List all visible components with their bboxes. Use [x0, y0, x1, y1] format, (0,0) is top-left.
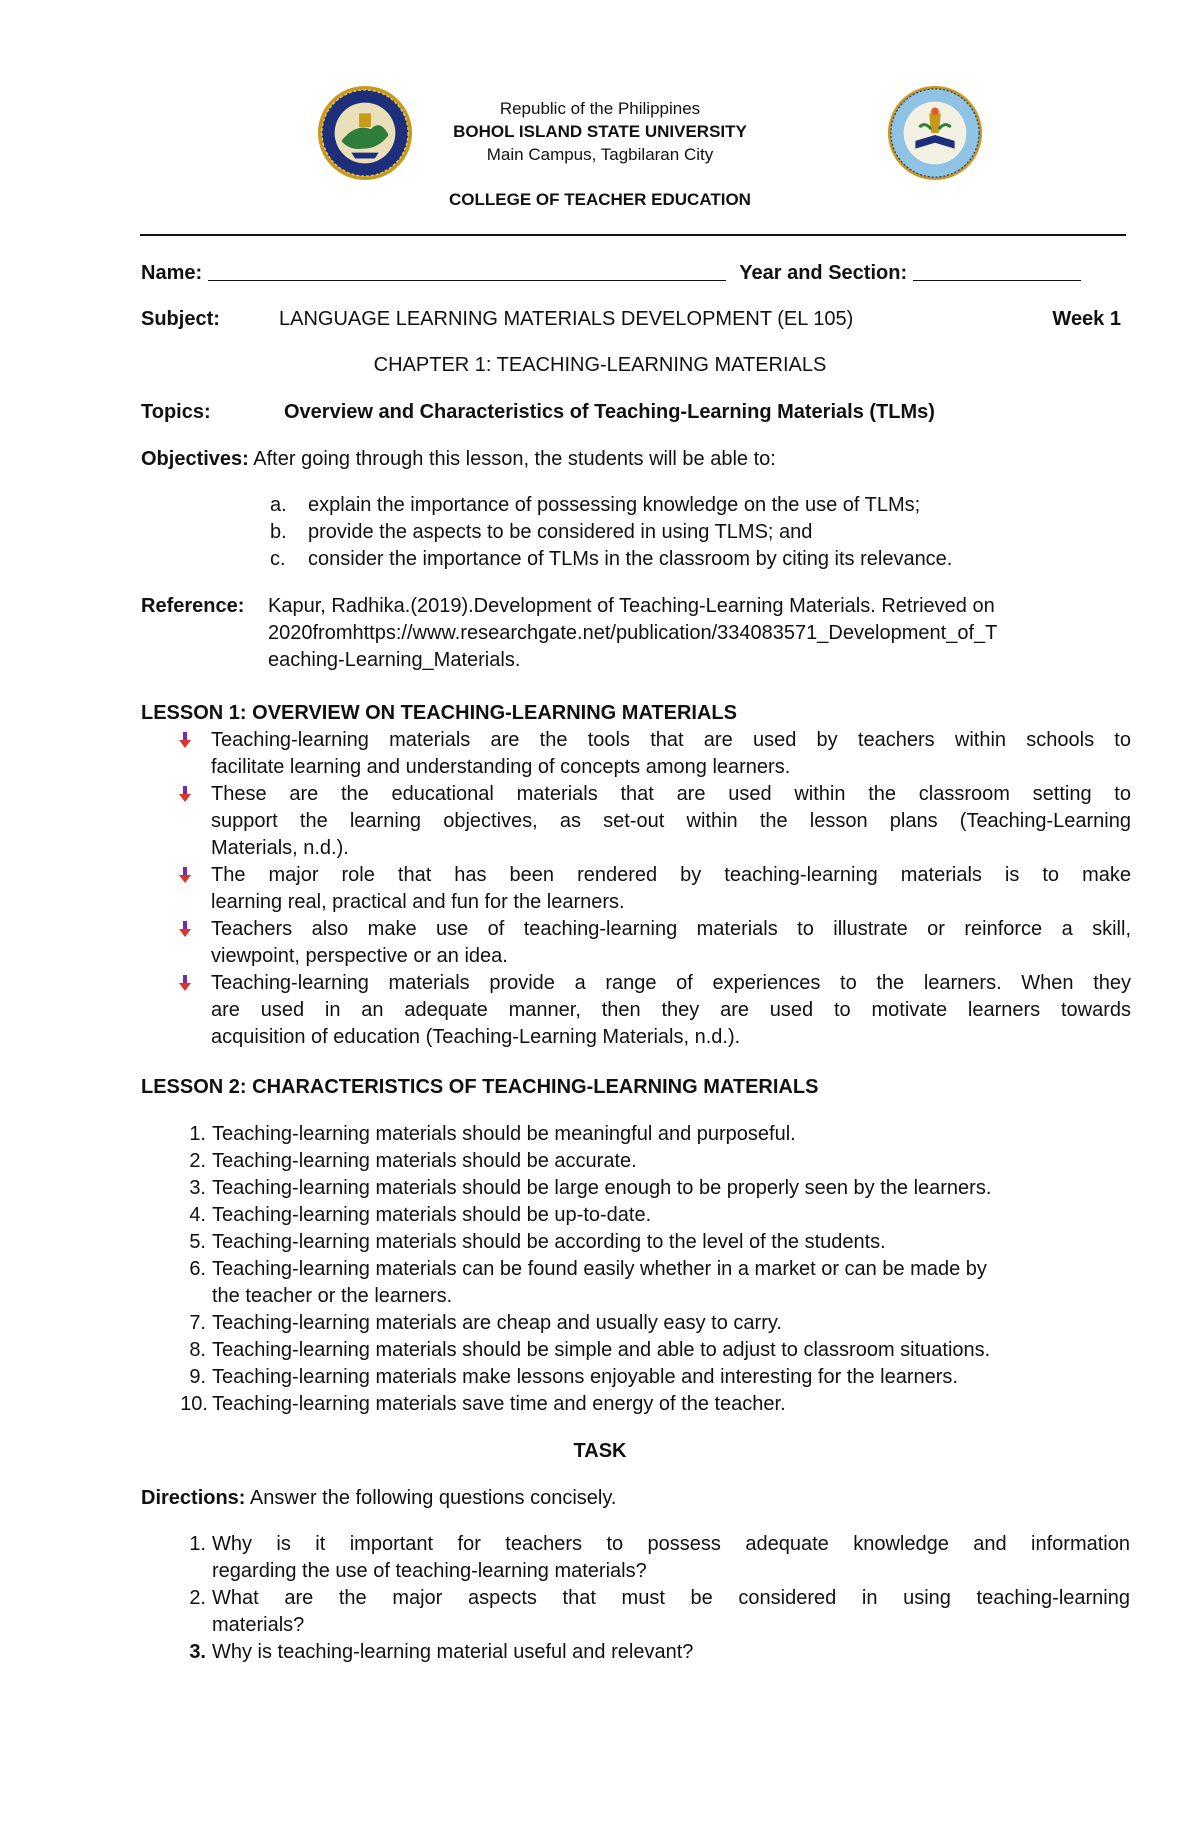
objective-marker: a.: [270, 494, 287, 516]
item-text: Teaching-learning materials should be according to the level of the students.: [212, 1231, 886, 1253]
item-text: the teacher or the learners.: [212, 1285, 453, 1307]
bullet-line: Materials, n.d.).: [211, 837, 349, 859]
topics-label: Topics:: [141, 401, 211, 423]
subject-label: Subject:: [141, 308, 220, 330]
reference-body: [268, 593, 1130, 674]
bullet-line: Teaching-learning materials are the tools that are used by teachers within schools to: [211, 729, 1131, 751]
objective-marker: c.: [270, 548, 286, 570]
item-text: Teaching-learning materials make lessons enjoyable and interesting for the learners.: [212, 1366, 958, 1388]
objective-item: [270, 519, 1130, 546]
topics-value: Overview and Characteristics of Teaching-Learning Materials (TLMs): [284, 401, 935, 423]
item-number: 8.: [189, 1339, 206, 1361]
directions-row: [141, 1485, 1126, 1512]
objectives-intro: After going through this lesson, the students will be able to:: [253, 448, 776, 470]
objective-item: [270, 546, 1130, 573]
item-text: Teaching-learning materials are cheap and usually easy to carry.: [212, 1312, 782, 1334]
lesson2-title: LESSON 2: CHARACTERISTICS OF TEACHING-LEARNING MATERIALS: [141, 1076, 819, 1098]
name-label: Name:: [141, 262, 203, 284]
item-text: Teaching-learning materials should be large enough to be properly seen by the learners.: [212, 1177, 992, 1199]
header-divider: [140, 234, 1126, 236]
reference-line: 2020fromhttps://www.researchgate.net/publication/334083571_Development_of_T: [268, 622, 998, 644]
bullet-line: Teachers also make use of teaching-learning materials to illustrate or reinforce a skill,: [211, 918, 1131, 940]
item-number: 5.: [189, 1231, 206, 1253]
item-number: 9.: [189, 1366, 206, 1388]
question-text: regarding the use of teaching-learning materials?: [212, 1560, 647, 1582]
bullet-line: learning real, practical and fun for the learners.: [211, 891, 625, 913]
objective-item: [270, 492, 1130, 519]
question-text: Why is teaching-learning material useful and relevant?: [212, 1641, 694, 1663]
item-text: Teaching-learning materials should be simple and able to adjust to classroom situations.: [212, 1339, 991, 1361]
arrow-bullet-icon: [178, 974, 192, 992]
bullet-line: These are the educational materials that are used within the classroom setting to: [211, 783, 1131, 805]
question-text: What are the major aspects that must be considered in using teaching-learning: [212, 1587, 1130, 1609]
item-number: 2.: [189, 1150, 206, 1172]
bullet-line: are used in an adequate manner, then they are used to motivate learners towards: [211, 999, 1131, 1021]
arrow-bullet-icon: [178, 866, 192, 884]
item-text: Teaching-learning materials save time and energy of the teacher.: [212, 1393, 786, 1415]
objective-text: explain the importance of possessing knowledge on the use of TLMs;: [308, 494, 921, 516]
lesson1-title: LESSON 1: OVERVIEW ON TEACHING-LEARNING MATERIALS: [141, 702, 737, 724]
bullet-line: acquisition of education (Teaching-Learning Materials, n.d.).: [211, 1026, 741, 1048]
objectives-row: [141, 446, 1126, 473]
arrow-bullet-icon: [178, 920, 192, 938]
header-republic: Republic of the Philippines: [499, 99, 701, 118]
item-number: 4.: [189, 1204, 206, 1226]
chapter-title: CHAPTER 1: TEACHING-LEARNING MATERIALS: [373, 354, 827, 376]
year-section-label: Year and Section:: [739, 262, 908, 284]
item-number: 6.: [189, 1258, 206, 1280]
reference-label: Reference:: [141, 595, 245, 617]
objectives-label: Objectives:: [141, 448, 249, 470]
item-number: 3.: [189, 1177, 206, 1199]
reference-line: Kapur, Radhika.(2019).Development of Teaching-Learning Materials. Retrieved on: [268, 595, 995, 617]
question-number: 1.: [189, 1533, 206, 1555]
week-label: Week 1: [1052, 308, 1121, 330]
item-text: Teaching-learning materials should be meaningful and purposeful.: [212, 1123, 796, 1145]
header-university: BOHOL ISLAND STATE UNIVERSITY: [453, 122, 747, 141]
item-number: 1.: [189, 1123, 206, 1145]
question-number: 2.: [189, 1587, 206, 1609]
name-field[interactable]: [208, 262, 726, 281]
header-campus: Main Campus, Tagbilaran City: [486, 145, 714, 164]
bullet-line: facilitate learning and understanding of concepts among learners.: [211, 756, 791, 778]
objective-text: consider the importance of TLMs in the classroom by citing its relevance.: [308, 548, 953, 570]
item-number: 7.: [189, 1312, 206, 1334]
arrow-bullet-icon: [178, 785, 192, 803]
question-number: 3.: [189, 1641, 206, 1663]
question-text: materials?: [212, 1614, 305, 1636]
arrow-bullet-icon: [178, 731, 192, 749]
objective-text: provide the aspects to be considered in using TLMS; and: [308, 521, 813, 543]
item-text: Teaching-learning materials should be up-to-date.: [212, 1204, 652, 1226]
item-number: 10.: [180, 1393, 208, 1415]
question-text: Why is it important for teachers to possess adequate knowledge and information: [212, 1533, 1130, 1555]
objective-marker: b.: [270, 521, 287, 543]
reference-line: eaching-Learning_Materials.: [268, 649, 521, 671]
directions-text: Answer the following questions concisely.: [249, 1487, 617, 1509]
item-text: Teaching-learning materials should be accurate.: [212, 1150, 637, 1172]
bullet-line: viewpoint, perspective or an idea.: [211, 945, 508, 967]
subject-value: LANGUAGE LEARNING MATERIALS DEVELOPMENT (EL 105): [279, 308, 854, 330]
year-section-field[interactable]: [913, 262, 1081, 281]
bullet-line: The major role that has been rendered by teaching-learning materials is to make: [211, 864, 1131, 886]
task-title: TASK: [573, 1440, 627, 1462]
name-year-row: [141, 260, 1126, 287]
directions-label: Directions:: [141, 1487, 246, 1509]
bullet-line: support the learning objectives, as set-out within the lesson plans (Teaching-Learning: [211, 810, 1131, 832]
bullet-line: Teaching-learning materials provide a range of experiences to the learners. When they: [211, 972, 1131, 994]
header-college: COLLEGE OF TEACHER EDUCATION: [449, 190, 751, 209]
item-text: Teaching-learning materials can be found easily whether in a market or can be made by: [212, 1258, 987, 1280]
